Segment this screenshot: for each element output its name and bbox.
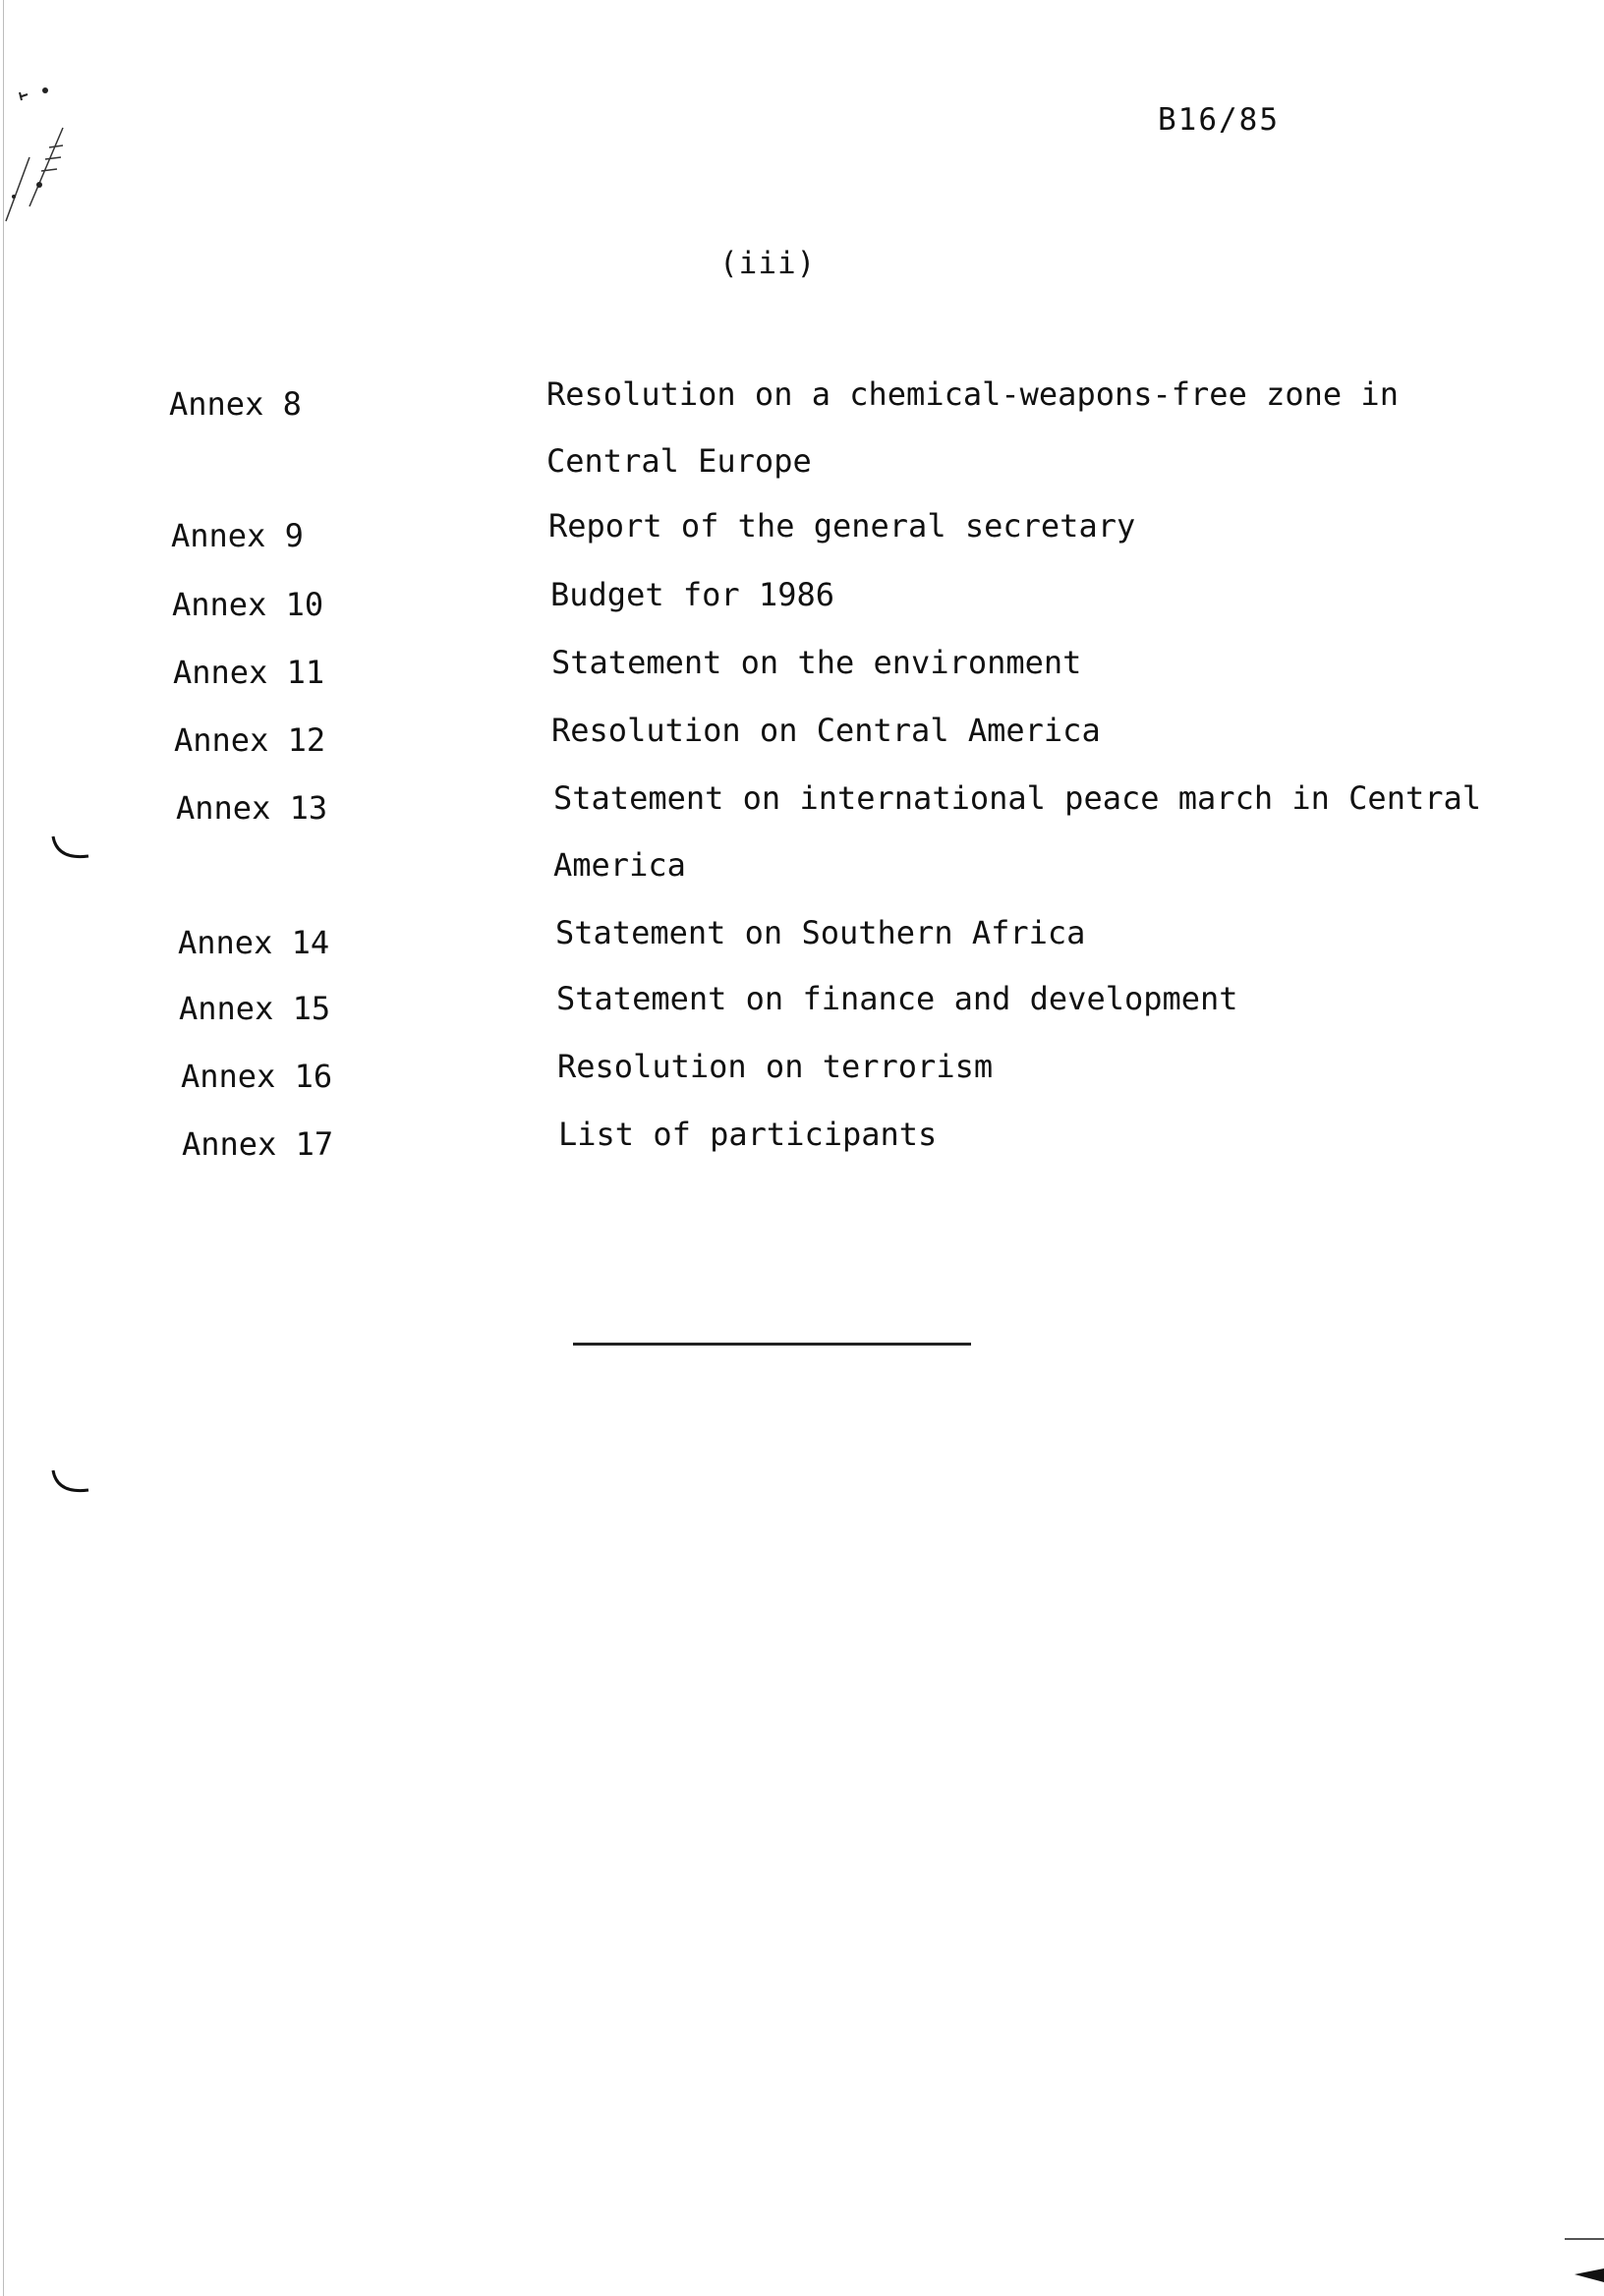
annex-title — [548, 507, 1135, 574]
annex-title — [558, 1116, 937, 1182]
annex-title-line: Resolution on Central America — [551, 712, 1101, 749]
punch-hole-arc-lower — [47, 1464, 96, 1504]
annex-label: Annex 10 — [172, 586, 324, 623]
annex-title — [557, 1048, 993, 1115]
annex-title — [555, 914, 1085, 981]
corner-scan-mark — [1553, 2231, 1604, 2290]
annex-title — [553, 779, 1481, 913]
punch-hole-arc-upper — [47, 831, 96, 870]
annex-title — [551, 712, 1101, 778]
annex-title — [551, 644, 1081, 711]
page-number: (iii) — [719, 246, 817, 281]
annex-label: Annex 13 — [176, 789, 328, 827]
annex-title — [556, 980, 1238, 1047]
annex-title-line: List of participants — [558, 1116, 938, 1153]
annex-label: Annex 16 — [181, 1058, 333, 1095]
annex-title-line: Resolution on a chemical-weapons-free zone in — [546, 375, 1399, 413]
scan-marks — [0, 39, 108, 226]
annex-title-line: Statement on Southern Africa — [555, 914, 1086, 951]
annex-title — [550, 576, 834, 643]
annex-label: Annex 15 — [179, 990, 331, 1027]
annex-title-line: Statement on international peace march in Central — [553, 779, 1482, 817]
scan-edge-line — [3, 0, 4, 2296]
annex-label: Annex 12 — [174, 721, 326, 759]
closing-rule — [573, 1343, 971, 1346]
annex-title-line: Statement on the environment — [551, 644, 1082, 681]
annex-title-line: Resolution on terrorism — [557, 1048, 994, 1085]
annex-title-line: Central Europe — [546, 442, 812, 480]
annex-title-line: Budget for 1986 — [550, 576, 834, 613]
annex-label: Annex 8 — [169, 385, 302, 423]
annex-label: Annex 14 — [178, 924, 330, 961]
annex-title — [546, 375, 1399, 509]
annex-title-line: America — [553, 846, 686, 884]
document-reference: B16/85 — [1158, 102, 1280, 138]
annex-label: Annex 17 — [182, 1125, 334, 1163]
annex-title-line: Statement on finance and development — [556, 980, 1238, 1017]
annex-label: Annex 9 — [171, 517, 304, 554]
annex-label: Annex 11 — [173, 654, 325, 691]
annex-title-line: Report of the general secretary — [548, 507, 1136, 545]
